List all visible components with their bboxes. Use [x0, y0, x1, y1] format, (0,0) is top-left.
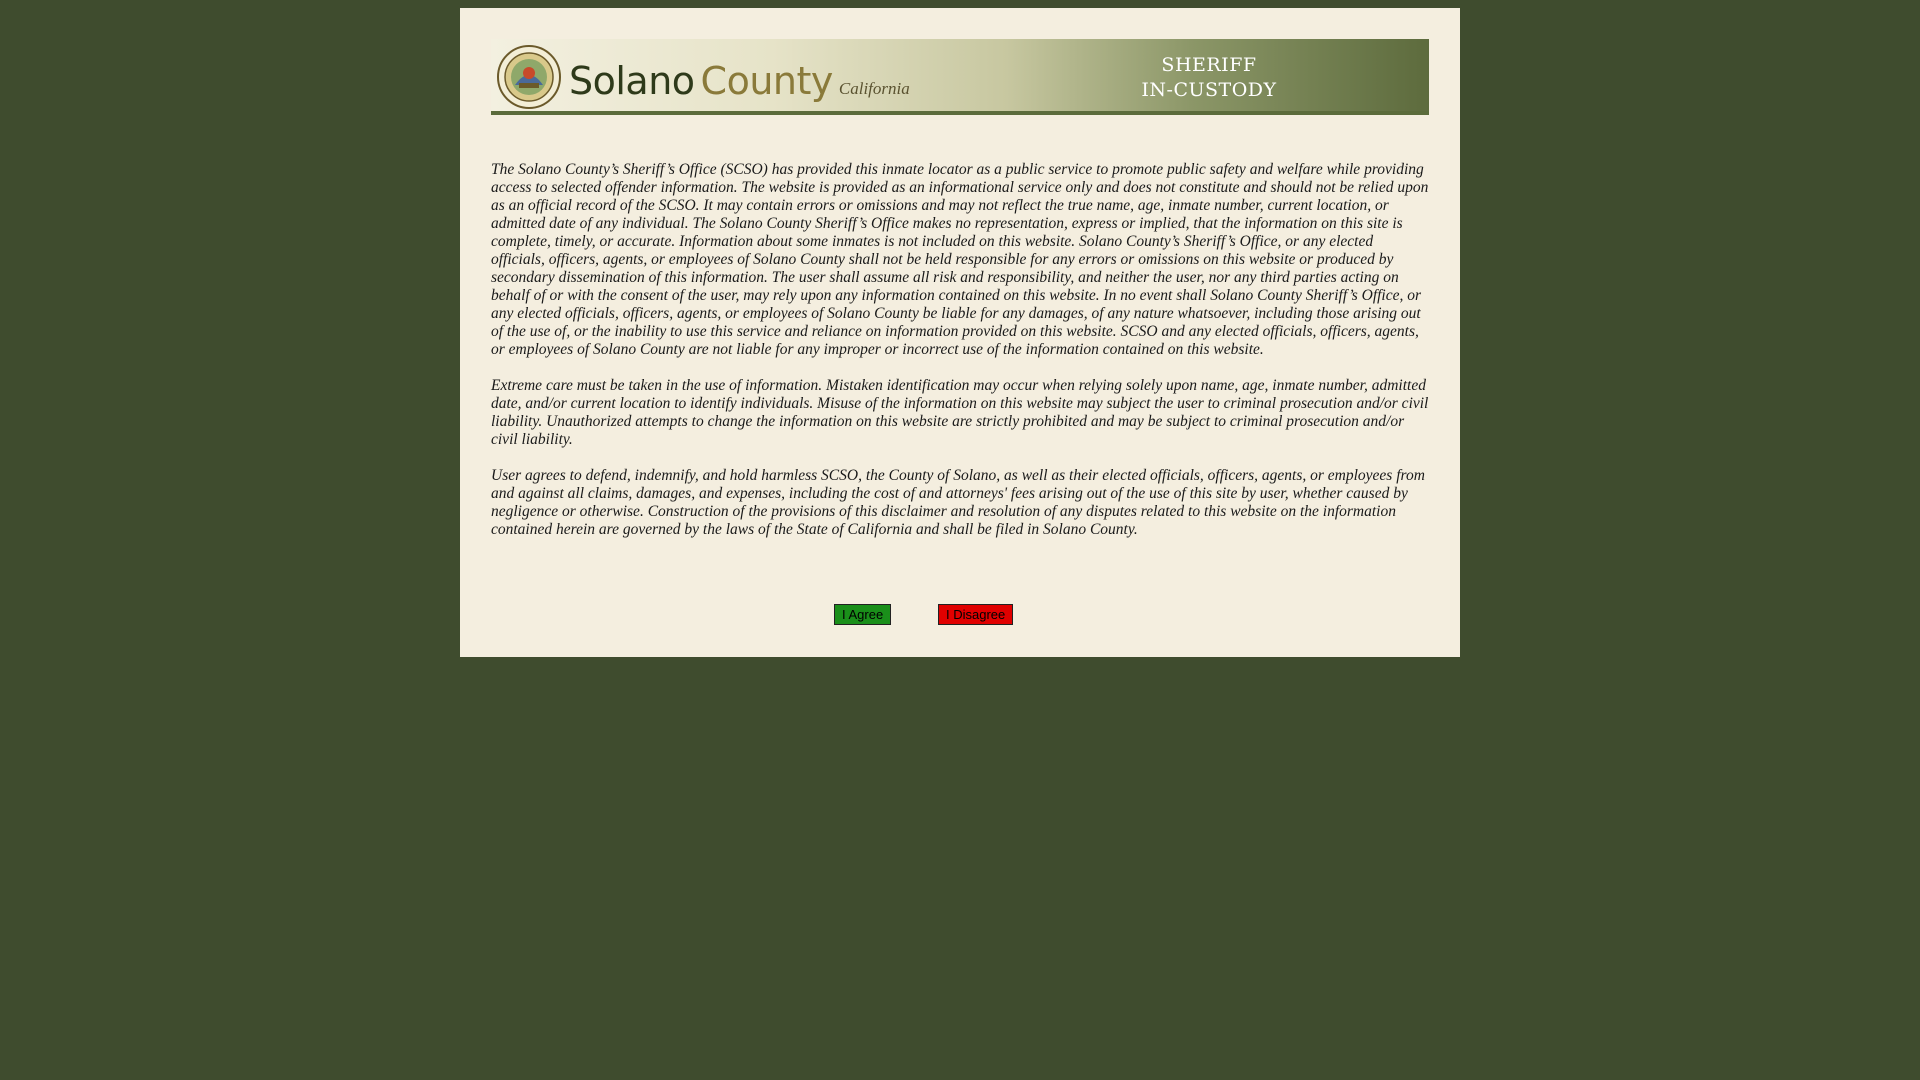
county-wordmark	[569, 59, 910, 103]
county-seal-icon	[497, 45, 561, 109]
department-title-line2: IN-CUSTODY	[1141, 79, 1277, 101]
department-title-line1: SHERIFF	[1161, 54, 1257, 76]
department-title	[1129, 53, 1289, 103]
agree-button[interactable]: I Agree	[834, 604, 891, 625]
disclaimer-paragraph: User agrees to defend, indemnify, and hold harmless SCSO, the County of Solano, as well as their elected officials, officers, agents, or employees from and against all claims, damages, and expenses, including the cost of and attorneys' fees arising out of the use of this site by user, whether caused by negligence or otherwise. Construction of the provisions of this disclaimer and resolution of any disputes related to this website on the information contained herein are governed by the laws of the State of California and shall be filed in Solano County.	[491, 467, 1425, 538]
disclaimer-paragraph: The Solano County’s Sheriff’s Office (SCSO) has provided this inmate locator as a public service to promote public safety and welfare while providing access to selected offender information. The website is provided as an informational service only and does not constitute and should not be relied upon as an official record of the SCSO. It may contain errors or omissions and may not reflect the true name, age, inmate number, current location, or admitted date of any individual. The Solano County Sheriff’s Office makes no representation, express or implied, that the information on this site is complete, timely, or accurate. Information about some inmates is not included on this website. Solano County’s Sheriff’s Office, or any elected officials, officers, agents, or employees of Solano County shall not be held responsible for any errors or omissions on this website or produced by secondary dissemination of this information. The user shall assume all risk and responsibility, and neither the user, nor any third parties acting on behalf of or with the consent of the user, may rely upon any information contained on this website. In no event shall Solano County Sheriff’s Office, or any elected officials, officers, agents, or employees of Solano County be liable for any damages, of any nature whatsoever, including those arising out of the use of, or the inability to use this service and reliance on information provided on this website. SCSO and any elected officials, officers, agents, or employees of Solano County are not liable for any improper or incorrect use of the information contained on this website.	[491, 161, 1429, 358]
content-panel	[460, 8, 1460, 657]
disagree-button[interactable]: I Disagree	[938, 604, 1013, 625]
disclaimer-text	[491, 161, 1429, 539]
county-name-first: Solano	[569, 59, 695, 103]
county-name-second: County	[700, 59, 833, 103]
disclaimer-paragraph: Extreme care must be taken in the use of information. Mistaken identification may occur when relying solely upon name, age, inmate number, admitted date, and/or current location to identify individuals. Misuse of the information on this website may subject the user to criminal prosecution and/or civil liability. Unauthorized attempts to change the information on this website are strictly prohibited and may be subject to criminal prosecution and/or civil liability.	[491, 377, 1429, 448]
header-banner	[491, 39, 1429, 115]
state-name: California	[838, 79, 910, 98]
